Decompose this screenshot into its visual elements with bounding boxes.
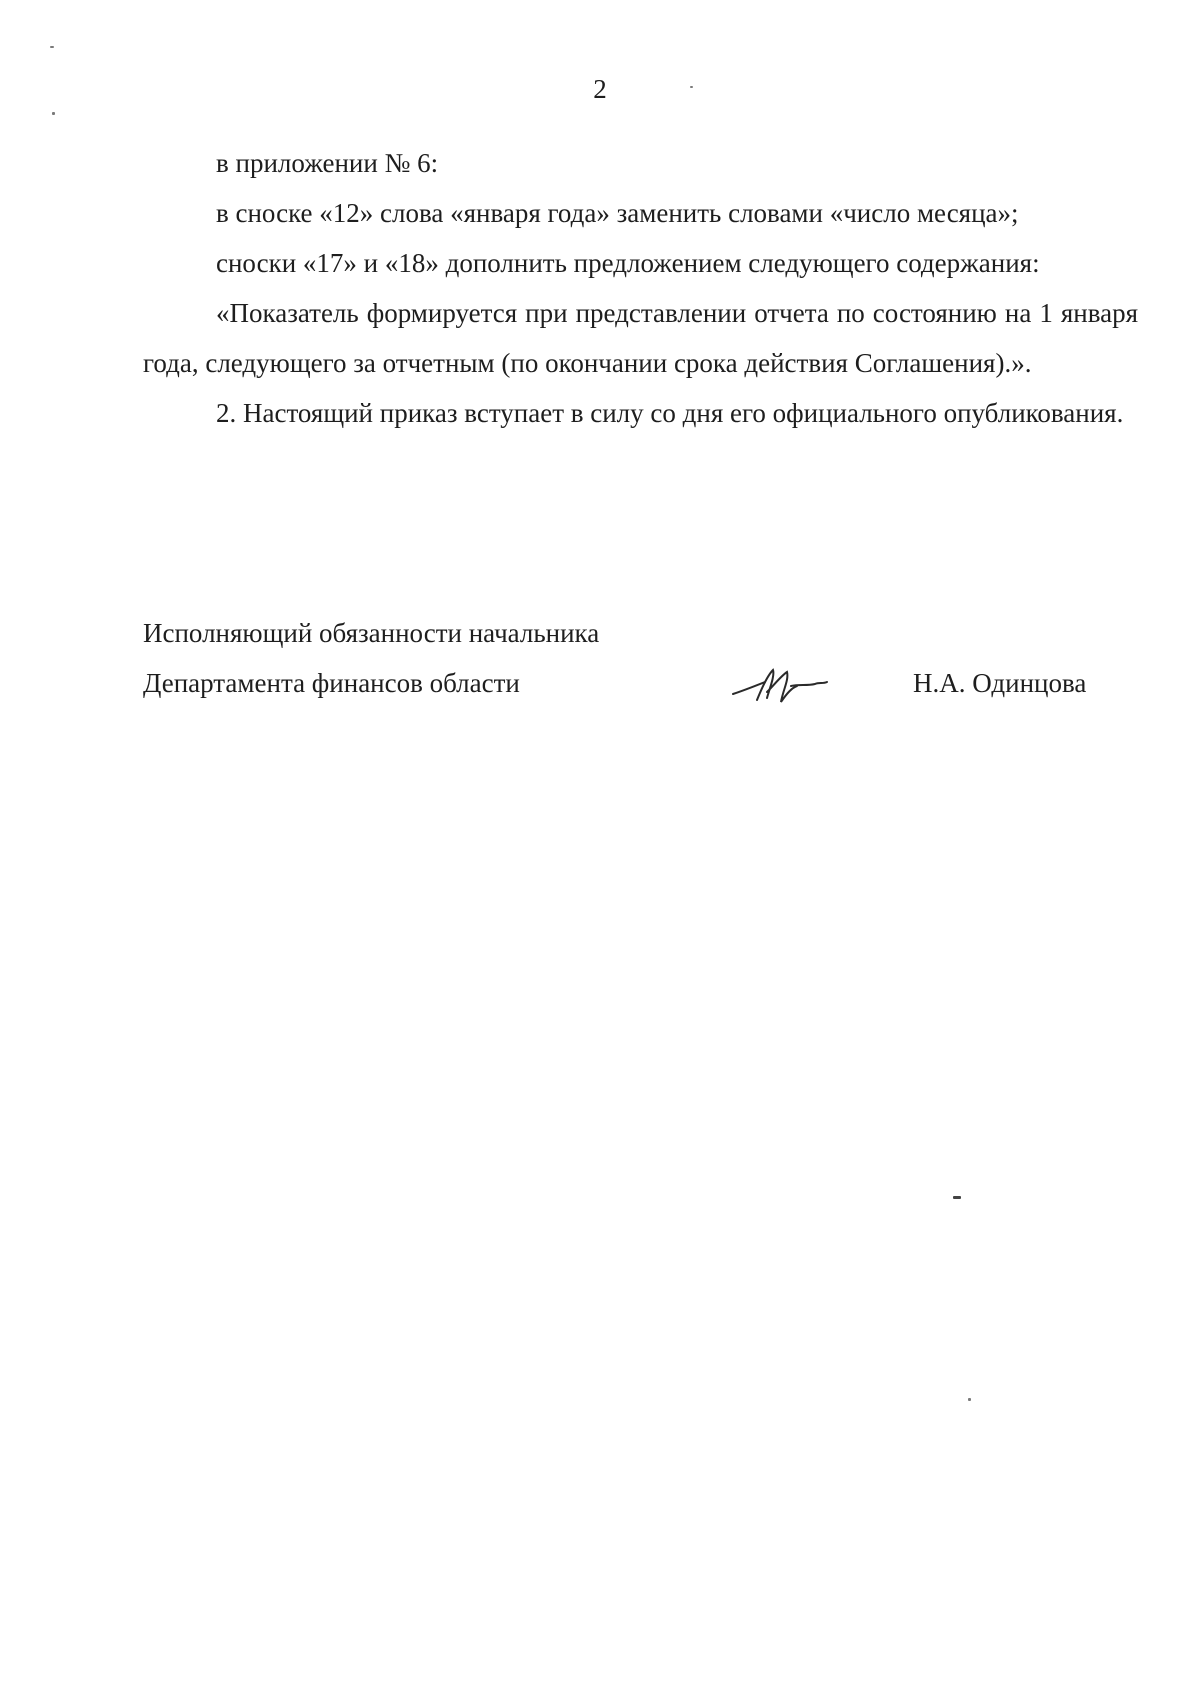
scan-speck: [50, 46, 54, 48]
signature-block: [143, 608, 1138, 708]
scan-speck: [953, 1196, 961, 1199]
handwritten-signature: [731, 662, 831, 708]
signatory-title-line-2-row: [143, 658, 1138, 708]
scan-speck: [52, 112, 55, 115]
signatory-title-line-2: Департамента финансов области: [143, 668, 520, 698]
document-body: [143, 138, 1138, 438]
signatory-name: Н.А. Одинцова: [913, 668, 1087, 698]
paragraph-appendix-6: в приложении № 6:: [216, 148, 439, 178]
paragraph-footnotes-17-18: сноски «17» и «18» дополнить предложением следующего содержания:: [216, 248, 1040, 278]
scan-speck: [690, 86, 693, 88]
scan-speck: [968, 1398, 971, 1401]
signatory-title-line-1: Исполняющий обязанности начальника: [143, 618, 600, 648]
page-number: 2: [593, 74, 607, 104]
paragraph-effective-date: 2. Настоящий приказ вступает в силу со дня его официального опубликования.: [216, 398, 1124, 428]
paragraph-indicator-quote: «Показатель формируется при представлении отчета по состоянию на 1 января года, следующего за отчетным (по окончании срока действия Соглашения).».: [143, 298, 1138, 378]
paragraph-footnote-12: в сноске «12» слова «января года» заменить словами «число месяца»;: [216, 198, 1019, 228]
